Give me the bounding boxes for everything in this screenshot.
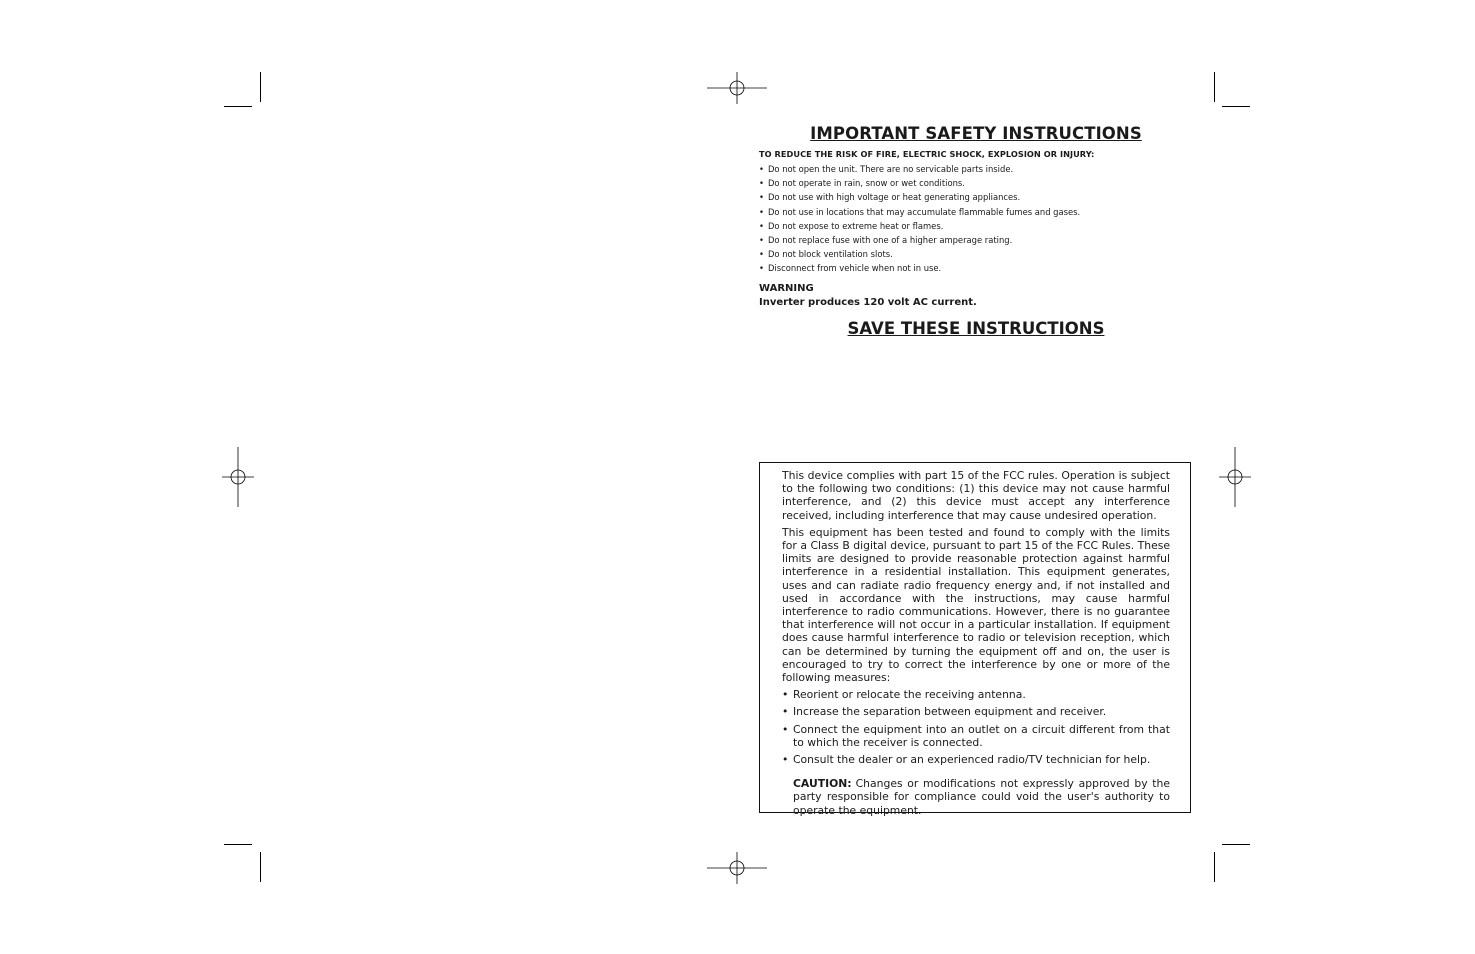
list-item: • Do not use with high voltage or heat generating appliances. bbox=[759, 190, 1189, 204]
safety-subheading: TO REDUCE THE RISK OF FIRE, ELECTRIC SHOCK, EXPLOSION OR INJURY: bbox=[759, 149, 1095, 159]
list-item: • Do not operate in rain, snow or wet conditions. bbox=[759, 176, 1189, 190]
warning-heading: WARNING bbox=[759, 282, 814, 294]
list-item: • Reorient or relocate the receiving antenna. bbox=[782, 688, 1170, 701]
safety-section bbox=[759, 124, 1189, 338]
list-item: • Do not open the unit. There are no servicable parts inside. bbox=[759, 162, 1189, 176]
crop-mark-top-left-horizontal bbox=[224, 106, 252, 107]
caution-text: Changes or modifications not expressly approved by the party responsible for compliance could void the user's authority to operate the equipment. bbox=[793, 777, 1170, 817]
fcc-notice-content bbox=[782, 469, 1170, 817]
fcc-paragraph-class-b: This equipment has been tested and found to comply with the limits for a Class B digital device, pursuant to part 15 of the FCC Rules. These limits are designed to provide reasonable protection against harmful interference in a residential installation. This equipment generates, uses and can radiate radio frequency energy and, if not installed and used in accordance with the instructions, may cause harmful interference to radio communications. However, there is no guarantee that interference will not occur in a particular installation. If equipment does cause harmful interference to radio or television reception, which can be determined by turning the equipment off and on, the user is encouraged to try to correct the interference by one or more of the following measures: bbox=[782, 525, 1170, 685]
registration-mark-bottom bbox=[707, 838, 767, 898]
registration-mark-top bbox=[707, 58, 767, 118]
list-item: • Connect the equipment into an outlet on a circuit different from that to which the receiver is connected. bbox=[782, 723, 1170, 749]
list-item: • Increase the separation between equipment and receiver. bbox=[782, 705, 1170, 718]
registration-mark-right bbox=[1205, 447, 1265, 507]
list-item: • Do not expose to extreme heat or flames. bbox=[759, 219, 1189, 233]
crop-mark-bottom-right-horizontal bbox=[1222, 844, 1250, 845]
safety-title: IMPORTANT SAFETY INSTRUCTIONS bbox=[810, 124, 1142, 143]
crop-mark-bottom-right-vertical bbox=[1214, 852, 1215, 882]
safety-list bbox=[759, 162, 1189, 276]
fcc-measures-list bbox=[782, 688, 1170, 766]
crop-mark-top-left-vertical bbox=[260, 72, 261, 102]
caution-notice bbox=[793, 777, 1170, 817]
crop-mark-bottom-left-horizontal bbox=[224, 844, 252, 845]
caution-label: CAUTION: bbox=[793, 777, 852, 791]
list-item: • Do not replace fuse with one of a higher amperage rating. bbox=[759, 233, 1189, 247]
crop-mark-bottom-left-vertical bbox=[260, 852, 261, 882]
fcc-notice-box bbox=[759, 462, 1191, 817]
list-item: • Do not use in locations that may accumulate flammable fumes and gases. bbox=[759, 205, 1189, 219]
crop-mark-top-right-vertical bbox=[1214, 72, 1215, 102]
registration-mark-left bbox=[208, 447, 268, 507]
save-instructions-title: SAVE THESE INSTRUCTIONS bbox=[847, 318, 1105, 338]
warning-text: Inverter produces 120 volt AC current. bbox=[759, 296, 977, 308]
list-item: • Consult the dealer or an experienced radio/TV technician for help. bbox=[782, 753, 1170, 766]
crop-mark-top-right-horizontal bbox=[1222, 106, 1250, 107]
list-item: • Do not block ventilation slots. bbox=[759, 247, 1189, 261]
fcc-paragraph-compliance: This device complies with part 15 of the FCC rules. Operation is subject to the following two conditions: (1) this device may not cause harmful interference, and (2) this device must accept any interference received, including interference that may cause undesired operation. bbox=[782, 469, 1170, 522]
list-item: • Disconnect from vehicle when not in use. bbox=[759, 261, 1189, 275]
